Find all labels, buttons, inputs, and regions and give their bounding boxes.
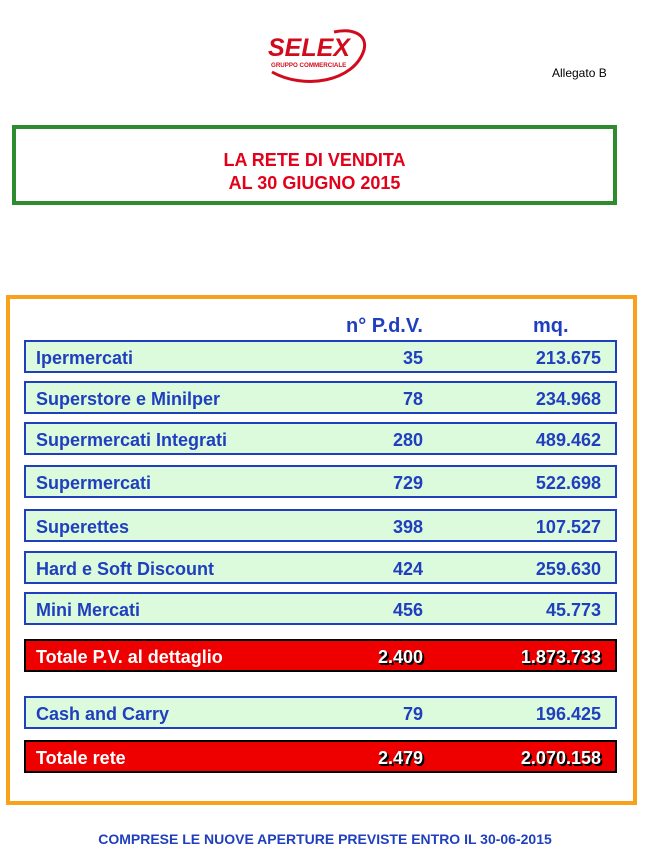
table-row — [24, 551, 617, 584]
table-row — [24, 509, 617, 542]
title-line-1: LA RETE DI VENDITA — [223, 150, 406, 170]
row-label: Cash and Carry — [36, 704, 170, 724]
row-mq: 2.070.158 — [520, 748, 601, 768]
row-pdv: 280 — [392, 430, 423, 450]
row-mq: 213.675 — [535, 348, 601, 368]
row-pdv: 79 — [402, 704, 423, 724]
row-label: Supermercati — [36, 473, 152, 493]
row-label: Ipermercati — [36, 348, 134, 368]
cash-carry-row — [24, 696, 617, 729]
column-header-pdv: n° P.d.V. — [346, 315, 423, 337]
allegato-label: Allegato B — [552, 66, 607, 80]
row-pdv: 424 — [392, 559, 423, 579]
row-mq: 259.630 — [535, 559, 601, 579]
row-pdv: 2.400 — [377, 647, 423, 667]
column-header-mq: mq. — [533, 315, 569, 337]
row-mq: 1.873.733 — [520, 647, 601, 667]
footer-note: COMPRESE LE NUOVE APERTURE PREVISTE ENTRO IL 30-06-2015 — [98, 831, 552, 847]
row-mq: 522.698 — [535, 473, 601, 493]
row-pdv: 78 — [402, 389, 423, 409]
row-pdv: 35 — [402, 348, 423, 368]
row-mq: 196.425 — [535, 704, 601, 724]
row-pdv: 398 — [392, 517, 423, 537]
row-mq: 489.462 — [535, 430, 601, 450]
table-row — [24, 381, 617, 414]
selex-logo — [264, 26, 370, 88]
row-pdv: 729 — [392, 473, 423, 493]
total-network-row — [24, 740, 617, 773]
row-label: Totale P.V. al dettaglio — [36, 647, 223, 667]
logo-brand: SELEX — [268, 34, 350, 62]
row-label: Superstore e Minilper — [36, 389, 221, 409]
row-pdv: 2.479 — [377, 748, 423, 768]
row-mq: 45.773 — [545, 600, 601, 620]
logo-subtitle: GRUPPO COMMERCIALE — [271, 62, 347, 69]
row-mq: 234.968 — [535, 389, 601, 409]
row-label: Totale rete — [36, 748, 126, 768]
table-row — [24, 465, 617, 498]
title-box — [12, 125, 617, 205]
row-label: Superettes — [36, 517, 130, 537]
row-label: Mini Mercati — [36, 600, 141, 620]
title-line-2: AL 30 GIUGNO 2015 — [228, 173, 401, 193]
table-row — [24, 422, 617, 455]
selex-logo-graphic — [264, 26, 370, 88]
table-row — [24, 340, 617, 373]
total-retail-row — [24, 639, 617, 672]
row-label: Supermercati Integrati — [36, 430, 228, 450]
table-row — [24, 592, 617, 625]
row-mq: 107.527 — [535, 517, 601, 537]
row-pdv: 456 — [392, 600, 423, 620]
row-label: Hard e Soft Discount — [36, 559, 215, 579]
